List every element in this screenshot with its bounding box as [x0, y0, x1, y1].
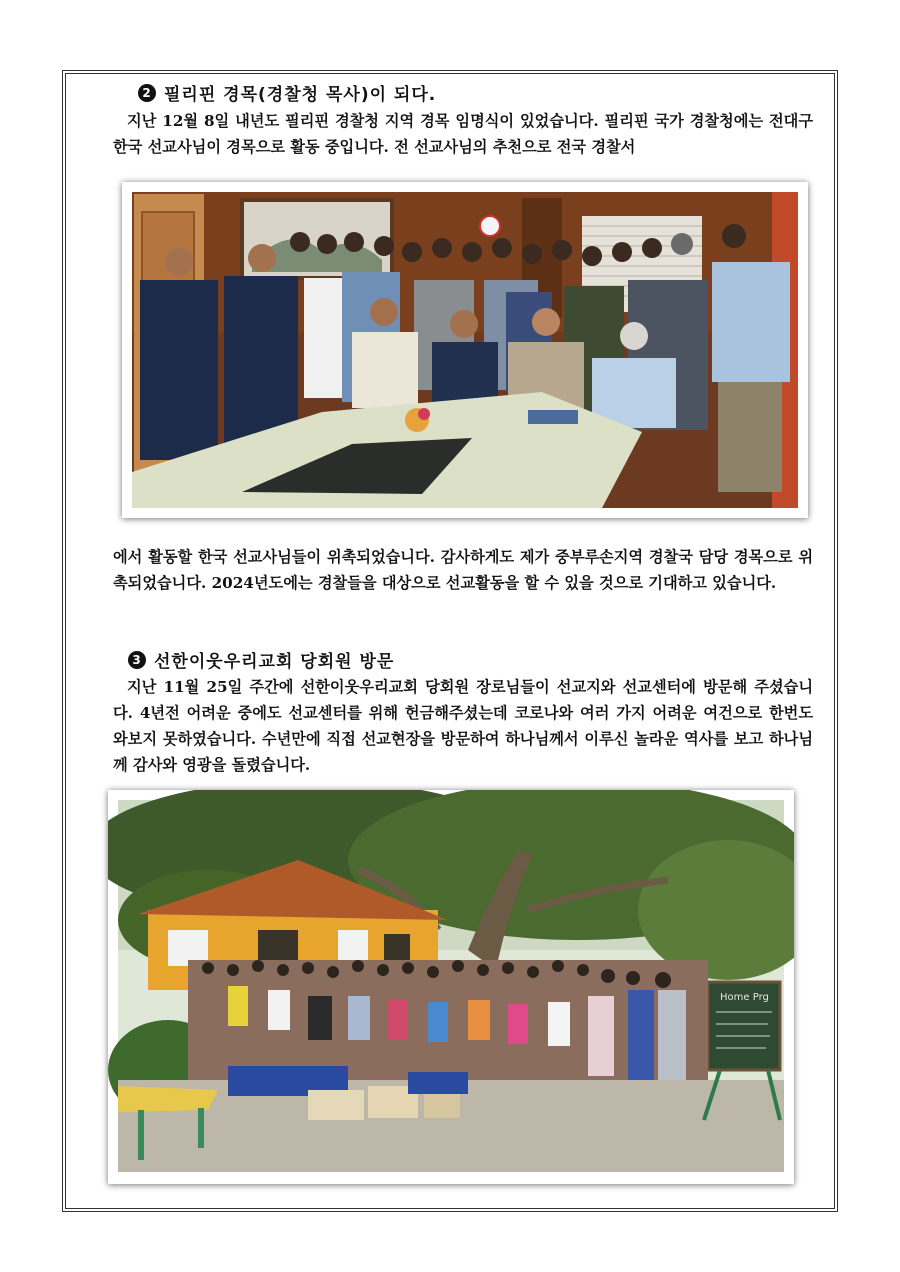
section-2-paragraph-1: 지난 12월 8일 내년도 필리핀 경찰청 지역 경목 임명식이 있었습니다. 필리핀 국가 경찰청에는 전대구 한국 선교사님이 경목으로 활동 중입니다. 전 선교사님의 추천으로 전국 경찰서 — [113, 112, 813, 156]
section-number-badge: 3 — [128, 651, 146, 669]
section-3-paragraph: 지난 11월 25일 주간에 선한이웃우리교회 당회원 장로님들이 선교지와 선교센터에 방문해 주셨습니다. 4년전 어려운 중에도 선교센터를 위해 헌금해주셨는데 코로나와 여러 가지 어려운 여건으로 한번도 와보지 못하였습니다. 수년만에 직접 선교현장을 방문하여 하나님께서 이루신 놀라운 역사를 보고 하나님께 감사와 영광을 돌렸습니다. — [113, 678, 813, 774]
board-text: Home Prg — [720, 992, 769, 1003]
section-3-heading — [128, 647, 394, 672]
police-chaplain-group-photo — [122, 182, 808, 518]
section-2-heading — [138, 80, 436, 105]
church-visit-image — [108, 790, 794, 1184]
section-number-badge: 2 — [138, 84, 156, 102]
section-2-paragraph-2: 에서 활동할 한국 선교사님들이 위촉되었습니다. 감사하게도 제가 중부루손지역 경찰국 담당 경목으로 위촉되었습니다. 2024년도에는 경찰들을 대상으로 선교활동을 할 수 있을 것으로 기대하고 있습니다. — [113, 548, 813, 592]
section-2-title: 필리핀 경목(경찰청 목사)이 되다. — [164, 85, 437, 105]
group-photo-image — [122, 182, 808, 518]
church-visit-group-photo — [108, 790, 794, 1184]
section-3-title: 선한이웃우리교회 당회원 방문 — [154, 652, 395, 672]
